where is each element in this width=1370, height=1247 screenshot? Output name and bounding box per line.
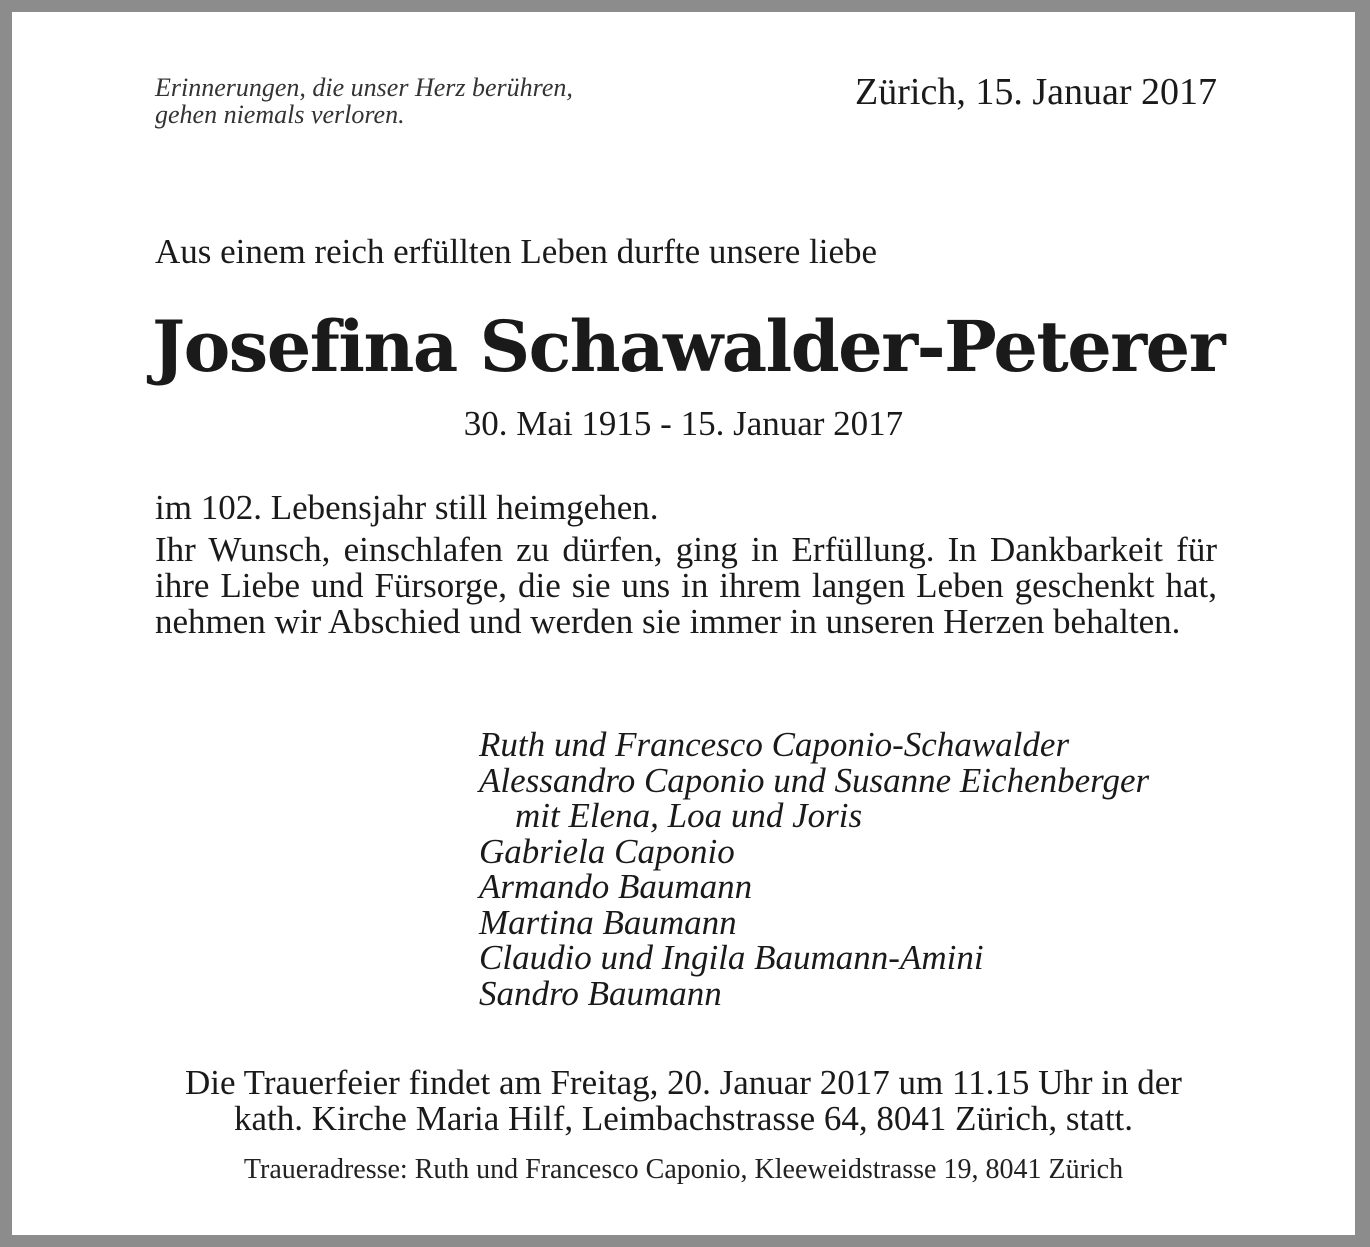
- mourner-entry: Claudio und Ingila Baumann-Amini: [479, 938, 984, 977]
- mourner-entry: Martina Baumann: [479, 902, 737, 942]
- mourner-entry: Alessandro Caponio und Susanne Eichenberger: [479, 760, 1150, 800]
- motto-line-1: Erinnerungen, die unser Herz berühren,: [155, 73, 573, 102]
- obituary-notice: [12, 12, 1355, 1235]
- deceased-name: Josefina Schawalder-Peterer: [152, 305, 1225, 388]
- intro-text: Aus einem reich erfüllten Leben durfte unsere liebe: [155, 232, 878, 271]
- ceremony-line-1: Die Trauerfeier findet am Freitag, 20. Januar 2017 um 11.15 Uhr in der: [185, 1063, 1182, 1102]
- body-first-line: im 102. Lebensjahr still heimgehen.: [155, 488, 659, 527]
- mourner-entry: Armando Baumann: [479, 867, 753, 906]
- ceremony-line-2: kath. Kirche Maria Hilf, Leimbachstrasse 64, 8041 Zürich, statt.: [233, 1099, 1134, 1138]
- motto-line-2: gehen niemals verloren.: [155, 100, 405, 129]
- mourning-address: Traueradresse: Ruth und Francesco Caponio, Kleeweidstrasse 19, 8041 Zürich: [243, 1154, 1124, 1185]
- mourners-list: [479, 727, 1149, 1011]
- body-text: [155, 490, 1217, 640]
- mourner-entry-sub: mit Elena, Loa und Joris: [515, 796, 863, 835]
- mourner-entry: Sandro Baumann: [479, 973, 722, 1013]
- motto: [155, 74, 573, 128]
- ceremony-info: [12, 1065, 1355, 1137]
- mourner-entry: Gabriela Caponio: [479, 831, 735, 871]
- place-date: Zürich, 15. Januar 2017: [855, 71, 1217, 113]
- body-paragraph: Ihr Wunsch, einschlafen zu dürfen, ging in Erfüllung. In Dankbarkeit für ihre Liebe und Fürsorge, die sie uns in ihrem langen Leben geschenkt hat, nehmen wir Abschied und werden sie immer in unseren Herzen behalten.: [155, 530, 1217, 641]
- mourner-entry: Ruth und Francesco Caponio-Schawalder: [479, 725, 1070, 764]
- life-dates: 30. Mai 1915 - 15. Januar 2017: [463, 404, 904, 443]
